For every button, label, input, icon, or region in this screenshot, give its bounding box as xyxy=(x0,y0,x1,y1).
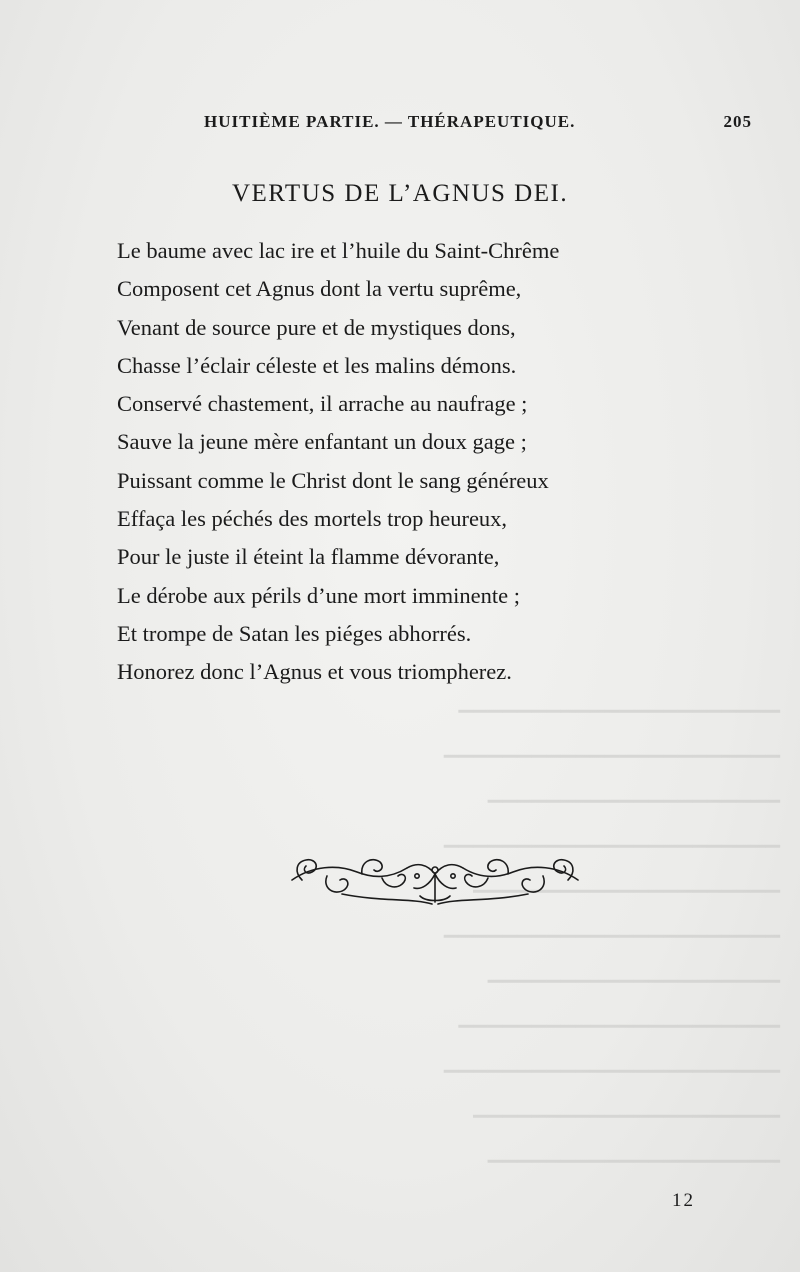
verse-line: Le baume avec lac ire et l’huile du Saint-Chrême xyxy=(117,238,560,263)
running-head xyxy=(204,112,752,136)
page-number: 205 xyxy=(723,112,752,131)
floral-scroll-ornament-icon xyxy=(282,846,588,912)
verse-line: Conservé chastement, il arrache au naufrage ; xyxy=(117,391,528,417)
running-head-title: HUITIÈME PARTIE. — THÉRAPEUTIQUE. xyxy=(204,112,576,131)
verse-line: Le dérobe aux périls d’une mort imminente ; xyxy=(117,582,521,608)
poem-body xyxy=(117,232,777,692)
verse-line: Venant de source pure et de mystiques dons, xyxy=(117,314,516,340)
verse-line: Effaça les péchés des mortels trop heureux, xyxy=(117,506,508,532)
show-through-texture: ▁▁▁▁▁▁▁▁▁▁▁▁▁▁▁▁▁▁▁▁▁▁ ▁▁▁▁▁▁▁▁▁▁▁▁▁▁▁▁▁▁▁▁▁▁▁ ▁▁▁▁▁▁▁▁▁▁▁▁▁▁▁▁▁▁▁▁ ▁▁▁▁▁▁▁▁▁▁▁▁▁▁▁▁▁▁▁▁▁▁▁ ▁▁▁▁▁▁▁▁▁▁▁▁▁▁▁▁▁▁▁▁▁ ▁▁▁▁▁▁▁▁▁▁▁▁▁▁▁▁▁▁▁▁▁▁▁ ▁▁▁▁▁▁▁▁▁▁▁▁▁▁▁▁▁▁▁▁ ▁▁▁▁▁▁▁▁▁▁▁▁▁▁▁▁▁▁▁▁▁▁ ▁▁▁▁▁▁▁▁▁▁▁▁▁▁▁▁▁▁▁▁▁▁▁ ▁▁▁▁▁▁▁▁▁▁▁▁▁▁▁▁▁▁▁▁▁ ▁▁▁▁▁▁▁▁▁▁▁▁▁▁▁▁▁▁▁▁ xyxy=(443,692,780,1163)
verse-line: Puissant comme le Christ dont le sang généreux xyxy=(117,467,549,493)
verse-line: Pour le juste il éteint la flamme dévorante, xyxy=(117,544,500,570)
verse-line: Sauve la jeune mère enfantant un doux gage ; xyxy=(117,429,527,455)
verse-line: Chasse l’éclair céleste et les malins démons. xyxy=(117,352,517,378)
verse-line: Honorez donc l’Agnus et vous triompherez. xyxy=(117,659,512,685)
poem-title: VERTUS DE L’AGNUS DEI. xyxy=(231,180,569,207)
verse-line: Composent cet Agnus dont la vertu suprême, xyxy=(117,276,522,302)
verse-line: Et trompe de Satan les piéges abhorrés. xyxy=(117,620,472,646)
signature-mark: 12 xyxy=(672,1190,695,1211)
